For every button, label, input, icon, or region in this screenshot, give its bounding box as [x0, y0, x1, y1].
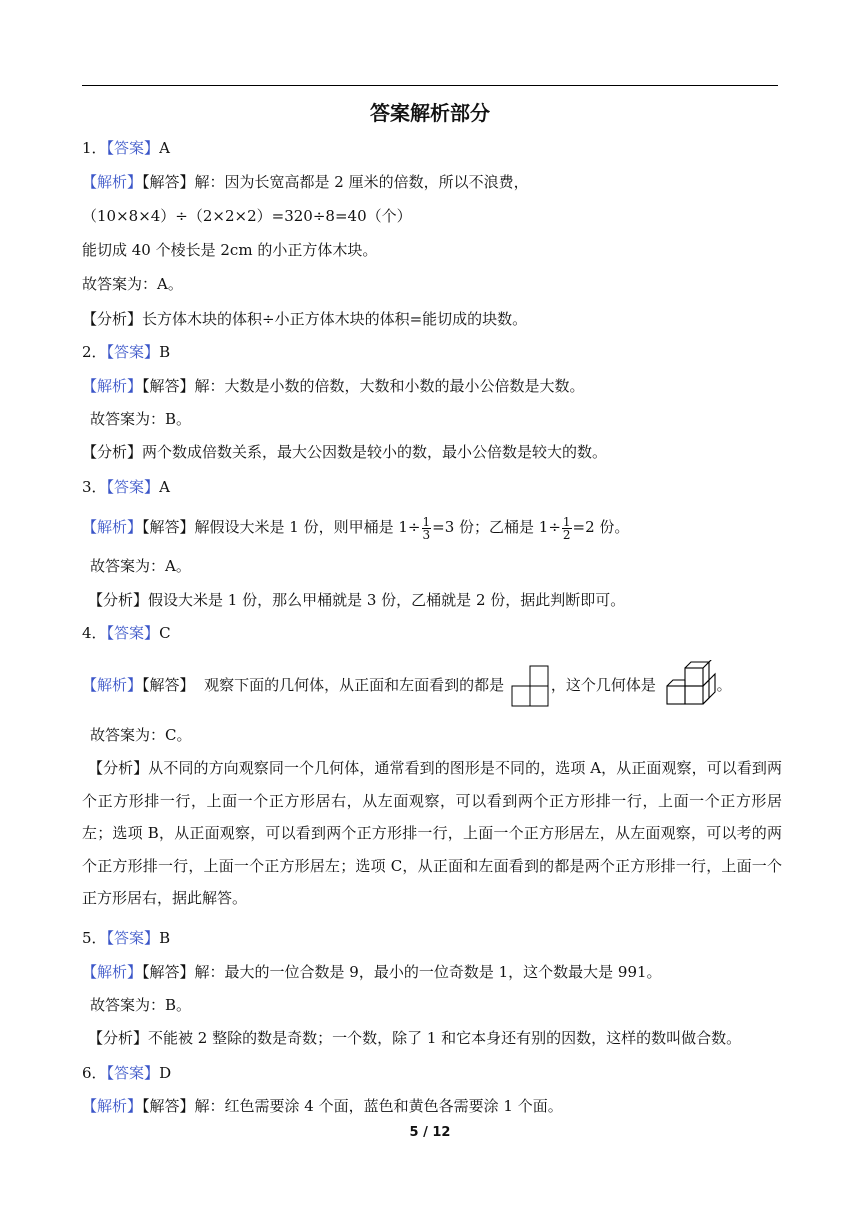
- fx-tag: 【分析】: [88, 1029, 149, 1047]
- q1-text-4: 故答案为：A。: [82, 275, 183, 293]
- q6-text-1: 解：红色需要涂 4 个面，蓝色和黄色各需要涂 1 个面。: [194, 1097, 563, 1115]
- q3-analysis: [88, 590, 625, 610]
- q3-number: 3．: [82, 478, 107, 496]
- q5-text-1: 解：最大的一位合数是 9，最小的一位奇数是 1，这个数最大是 991。: [194, 963, 662, 981]
- q3-text-2: 故答案为：A。: [90, 557, 191, 575]
- q2-answer-line: [82, 342, 170, 362]
- solution-tag: 【解答】: [142, 173, 195, 191]
- q1-analysis: [82, 309, 527, 329]
- q2-text-2: 故答案为：B。: [90, 410, 192, 428]
- fraction-one-half: [562, 516, 572, 541]
- q1-answer-line: [82, 138, 170, 158]
- answer-tag: 【答案】: [106, 929, 160, 947]
- q4-text-part2: ，这个几何体是: [550, 676, 656, 694]
- q1-fx-text: 长方体木块的体积÷小正方体木块的体积=能切成的块数。: [142, 310, 528, 328]
- solid-figure: [661, 660, 717, 712]
- q4-text-part1: 观察下面的几何体，从正面和左面看到的都是: [204, 676, 505, 694]
- analysis-tag: 【解析】: [82, 173, 143, 191]
- analysis-tag: 【解析】: [82, 518, 143, 536]
- fx-tag: 【分析】: [82, 443, 143, 461]
- analysis-tag: 【解析】: [82, 377, 143, 395]
- q4-answer: C: [159, 624, 171, 642]
- q4-analysis: [82, 752, 782, 915]
- q5-answer-line: [82, 928, 170, 948]
- q5-fx-text: 不能被 2 整除的数是奇数；一个数，除了 1 和它本身还有别的因数，这样的数叫做合数。: [148, 1029, 742, 1047]
- answer-tag: 【答案】: [106, 478, 160, 496]
- fraction-denominator: 3: [422, 527, 431, 542]
- q1-explain-line: [82, 172, 529, 192]
- q5-explain-line: [82, 962, 662, 982]
- q5-text-2: 故答案为：B。: [90, 996, 192, 1014]
- q2-number: 2．: [82, 343, 107, 361]
- fraction-denominator: 2: [562, 527, 571, 542]
- q4-text-2: 故答案为：C。: [90, 726, 192, 744]
- q3-text-part1: 解假设大米是 1 份，则甲桶是 1÷: [194, 518, 421, 536]
- q5-answer: B: [159, 929, 171, 947]
- q3-answer-line: [82, 477, 170, 497]
- answer-tag: 【答案】: [106, 343, 160, 361]
- front-view-figure: [509, 664, 551, 708]
- q4-number: 4．: [82, 624, 107, 642]
- analysis-tag: 【解析】: [82, 676, 143, 694]
- solution-tag: 【解答】: [142, 963, 195, 981]
- fraction-one-third: [422, 516, 432, 541]
- solution-tag: 【解答】: [142, 676, 195, 694]
- fx-tag: 【分析】: [88, 591, 149, 609]
- solution-tag: 【解答】: [142, 1097, 195, 1115]
- analysis-tag: 【解析】: [82, 1097, 143, 1115]
- q1-text-1: 解：因为长宽高都是 2 厘米的倍数，所以不浪费，: [194, 173, 529, 191]
- page-title: 答案解析部分: [370, 101, 490, 125]
- q2-text-1: 解：大数是小数的倍数，大数和小数的最小公倍数是大数。: [194, 377, 585, 395]
- fraction-numerator: 1: [422, 514, 431, 529]
- q5-number: 5．: [82, 929, 107, 947]
- q4-explain-line: [82, 660, 732, 710]
- q2-explain-line: [82, 376, 585, 396]
- q3-text-part2: =3 份；乙桶是 1÷: [432, 518, 561, 536]
- q6-number: 6．: [82, 1064, 107, 1082]
- q3-answer: A: [159, 478, 170, 496]
- q4-answer-line: [82, 623, 171, 643]
- q3-text-part3: =2 份。: [572, 518, 630, 536]
- q4-text-part3: 。: [716, 676, 732, 694]
- answer-tag: 【答案】: [106, 1064, 160, 1082]
- page-number: 5 / 12: [409, 1125, 451, 1140]
- q3-explain-line: [82, 514, 629, 541]
- q1-number: 1．: [82, 139, 107, 157]
- q2-analysis: [82, 442, 607, 462]
- header-rule: [82, 85, 778, 86]
- solution-tag: 【解答】: [142, 518, 195, 536]
- q5-analysis: [88, 1028, 741, 1048]
- fraction-numerator: 1: [562, 514, 571, 529]
- q1-answer: A: [159, 139, 170, 157]
- q6-answer-line: [82, 1063, 171, 1083]
- q6-explain-line: [82, 1096, 563, 1116]
- answer-tag: 【答案】: [106, 139, 160, 157]
- q1-text-2: （10×8×4）÷（2×2×2）=320÷8=40（个）: [82, 207, 412, 225]
- analysis-tag: 【解析】: [82, 963, 143, 981]
- answer-tag: 【答案】: [106, 624, 160, 642]
- fx-tag: 【分析】: [82, 310, 143, 328]
- q1-text-3: 能切成 40 个棱长是 2cm 的小正方体木块。: [82, 241, 378, 259]
- solution-tag: 【解答】: [142, 377, 195, 395]
- q3-fx-text: 假设大米是 1 份，那么甲桶就是 3 份，乙桶就是 2 份，据此判断即可。: [148, 591, 626, 609]
- q4-fx-text: 从不同的方向观察同一个几何体，通常看到的图形是不同的，选项 A，从正面观察，可以看到两个正方形排一行，上面一个正方形居右，从左面观察，可以看到两个正方形排一行，上面一个正方形居左；选项 B，从正面观察，可以看到两个正方形排一行，上面一个正方形居左，从左面观察，可以考的两个正方形排一行，上面一个正方形居左；选项 C，从正面和左面看到的都是两个正方形排一行，上面一个正方形居右，据此解答。: [82, 759, 782, 907]
- fx-tag: 【分析】: [88, 759, 149, 777]
- q6-answer: D: [159, 1064, 172, 1082]
- q2-answer: B: [159, 343, 171, 361]
- q2-fx-text: 两个数成倍数关系，最大公因数是较小的数，最小公倍数是较大的数。: [142, 443, 608, 461]
